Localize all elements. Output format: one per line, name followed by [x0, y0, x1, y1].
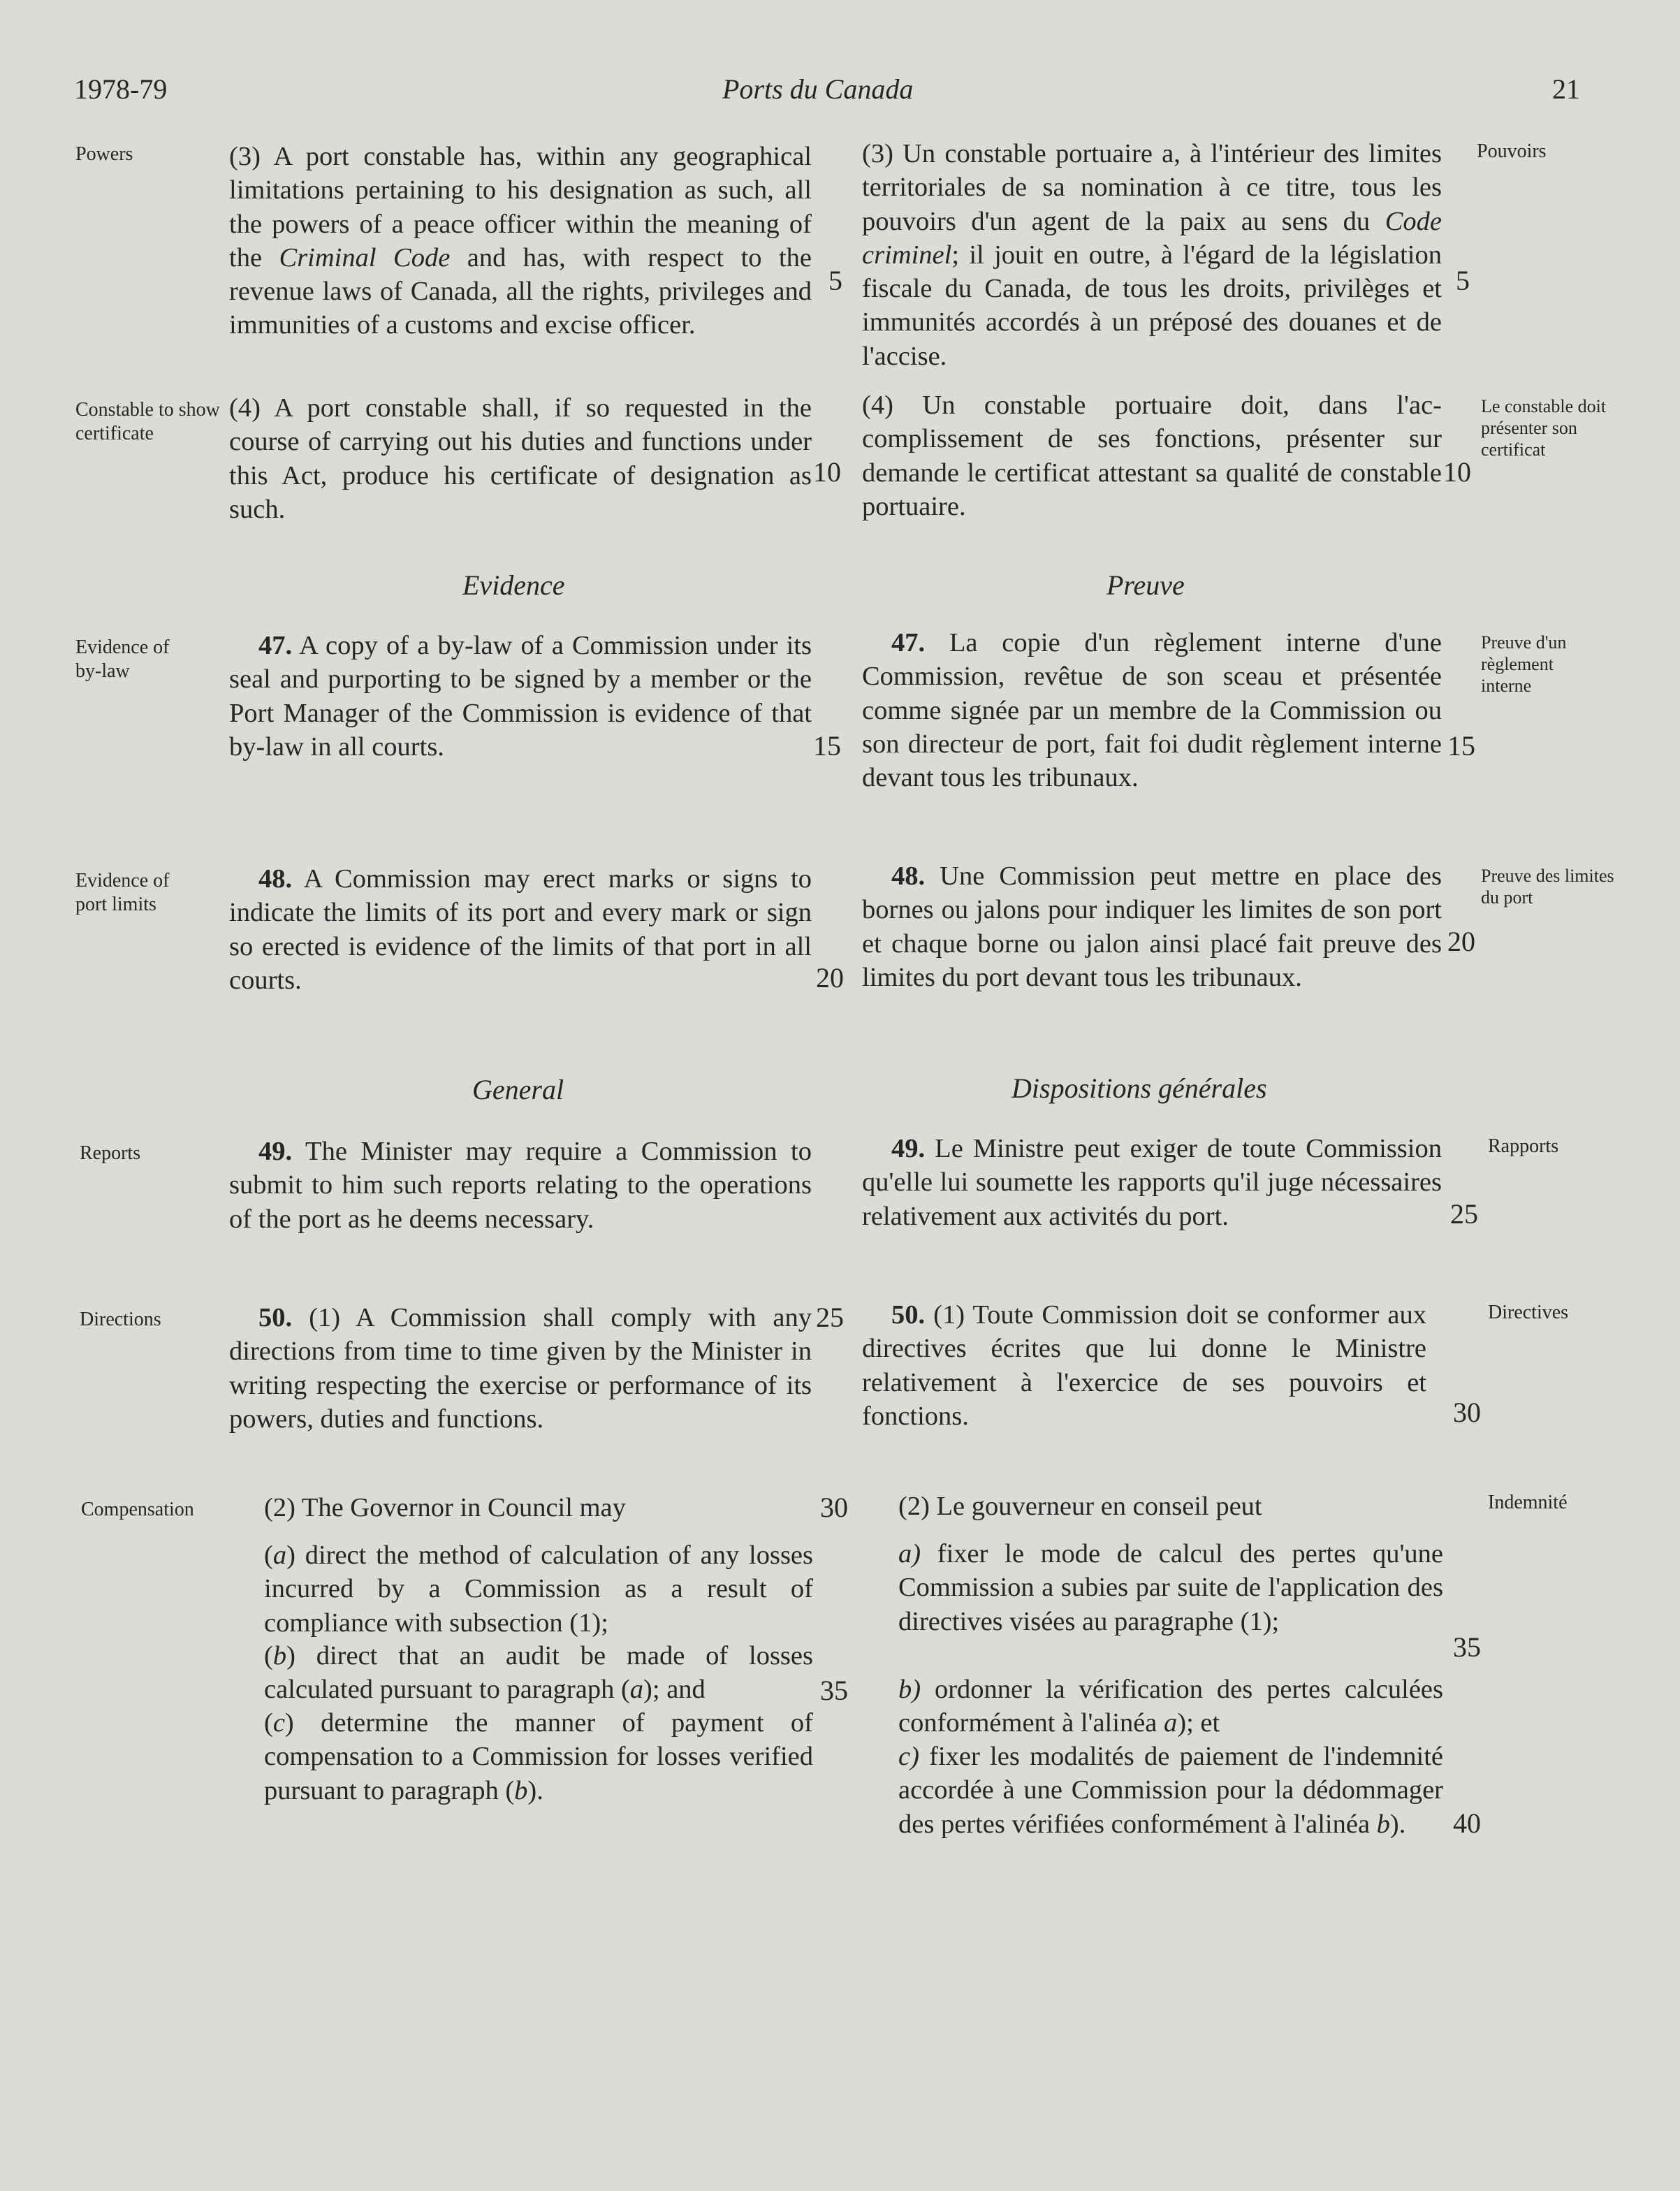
line-number: 35: [1453, 1631, 1481, 1663]
en-section-47: [229, 629, 812, 764]
en-s50-2b-ref: a: [629, 1675, 644, 1705]
fr-s50-2a-text: fixer le mode de calcul des pertes qu'une Commission a subies par suite de l'application des directives visées au paragraphe (1);: [898, 1539, 1444, 1636]
en-section-46-3: [229, 140, 812, 342]
margin-note-preuve-limites: Preuve des limites du port: [1481, 866, 1614, 908]
line-number: 40: [1453, 1807, 1481, 1839]
margin-note-rapports: Rapports: [1488, 1135, 1559, 1157]
fr-s50-2a-label: a): [898, 1539, 921, 1568]
fr-section-50-2: (2) Le gouverneur en conseil peut: [898, 1492, 1262, 1521]
fr-s49-number: 49.: [891, 1134, 926, 1163]
fr-s50-2b-text: ordonner la vérification des pertes calculées conformément à l'alinéa: [898, 1675, 1443, 1738]
en-section-50-2: (2) The Governor in Council may: [264, 1493, 626, 1522]
en-s49-text: The Minister may require a Commission to submit to him such reports relating to the operations of the port as he deems necessary.: [229, 1137, 812, 1234]
en-s50-2b-text: direct that an audit be made of losses calculated pursuant to paragraph (: [264, 1641, 813, 1705]
fr-s50-2b-text-end: ); et: [1177, 1708, 1220, 1738]
margin-note-evidence-port-limits: Evidence of port limits: [75, 870, 170, 915]
margin-note-preuve-reglement: Preuve d'un règlement interne: [1481, 632, 1567, 696]
margin-note-constable-certificate: Constable to show certificate: [75, 399, 220, 444]
fr-s50-2c-label: c): [898, 1742, 919, 1771]
line-number: 5: [1456, 265, 1470, 296]
line-number: 10: [813, 456, 841, 488]
fr-section-50-1: [862, 1298, 1426, 1433]
heading-preuve: Preuve: [1106, 569, 1185, 601]
line-number: 30: [820, 1492, 848, 1523]
line-number: 15: [813, 730, 841, 762]
heading-evidence: Evidence: [462, 569, 565, 601]
fr-s47-text: La copie d'un règlement interne d'une Commission, revêtue de son sceau et présentée comme signée par un membre de la Commission ou son directeur de port, fait foi dudit règlement interne devant tous les tribunaux.: [862, 628, 1442, 793]
margin-note-reports: Reports: [80, 1142, 141, 1164]
heading-general: General: [472, 1074, 564, 1105]
fr-s48-number: 48.: [891, 861, 926, 891]
fr-s47-number: 47.: [891, 628, 926, 657]
fr-section-47: [862, 626, 1442, 794]
fr-section-46-4: [862, 388, 1442, 523]
margin-note-powers: Powers: [75, 143, 133, 165]
en-s50-2c-ref: b: [514, 1775, 528, 1805]
en-s47-text: A copy of a by-law of a Commission under its seal and purporting to be signed by a member or the Port Manager of the Commission is evidence of that by-law in all courts.: [229, 631, 812, 762]
en-section-50-1: [229, 1301, 812, 1436]
en-s47-number: 47.: [258, 631, 293, 660]
line-number: 35: [820, 1675, 848, 1706]
fr-s50-2b-ref: a: [1164, 1708, 1178, 1738]
fr-s46-3-text: (3) Un constable portuaire a, à l'intérieur des limites territoriales de sa nomination à ce titre, tous les pouvoirs d'un agent de la paix au sens du: [862, 139, 1442, 236]
en-s46-4-text: (4) A port constable shall, if so requested in the course of carrying out his duties and functions under this Act, produce his certificate of designation as such.: [229, 393, 812, 524]
fr-section-50-2-b: [898, 1673, 1443, 1740]
line-number: 25: [1450, 1198, 1478, 1230]
fr-s50-1-text: (1) Toute Commission doit se conformer aux directives écrites que lui donne le Ministre relativement à l'exercice de ses pouvoirs et fonctions.: [862, 1300, 1426, 1431]
en-section-50-2-c: (c) determine the manner of payment of compensation to a Commission for losses verified pursuant to paragraph (b).: [264, 1708, 813, 1805]
fr-s50-2c-text-end: ).: [1389, 1809, 1406, 1839]
line-number: 30: [1453, 1397, 1481, 1428]
header-year: 1978-79: [74, 73, 168, 105]
fr-s50-2c-ref: b: [1376, 1809, 1390, 1839]
en-s50-2c-text: determine the manner of payment of compensation to a Commission for losses verified pursuant to paragraph (: [264, 1708, 813, 1805]
margin-note-le-constable: Le constable doit présenter son certificat: [1481, 396, 1607, 460]
en-s49-number: 49.: [258, 1137, 293, 1166]
en-s46-3-italic: Criminal Code: [279, 242, 451, 272]
en-s50-2a-text: direct the method of calculation of any losses incurred by a Commission as a result of compliance with subsection (1);: [264, 1541, 813, 1638]
line-number: 25: [816, 1302, 844, 1333]
en-s48-number: 48.: [258, 864, 293, 894]
margin-note-compensation: Compensation: [81, 1499, 194, 1520]
fr-s49-text: Le Ministre peut exiger de toute Commission qu'elle lui soumette les rapports qu'il juge nécessaires relativement aux activités du port.: [862, 1134, 1442, 1231]
en-section-46-4: [229, 391, 812, 526]
fr-section-48: [862, 859, 1442, 994]
fr-s46-4-text: (4) Un constable portuaire doit, dans l'accomplissement de ses fonctions, présenter sur demande le certificat attestant sa qualité de constable portuaire.: [862, 391, 1442, 521]
en-s48-text: A Commission may erect marks or signs to indicate the limits of its port and every mark or sign so erected is evidence of the limits of that port in all courts.: [229, 864, 812, 995]
fr-section-50-2-a: [898, 1537, 1443, 1638]
fr-s50-2c-text: fixer les modalités de paiement de l'indemnité accordée à une Commission pour la dédommager des pertes vérifiées conformément à l'alinéa: [898, 1742, 1444, 1839]
line-number: 20: [1447, 926, 1475, 957]
line-number: 20: [816, 962, 844, 993]
line-number: 10: [1443, 456, 1471, 488]
en-s50-2c-label: c: [272, 1708, 285, 1738]
en-s50-2b-text-end: ); and: [643, 1675, 706, 1705]
fr-section-49: [862, 1132, 1442, 1233]
margin-note-indemnite: Indemnité: [1488, 1492, 1568, 1513]
fr-s50-2b-label: b): [898, 1675, 921, 1704]
en-section-49: [229, 1135, 812, 1236]
margin-note-directions: Directions: [80, 1309, 161, 1330]
margin-note-directives: Directives: [1488, 1302, 1569, 1323]
en-s50-2a-label: a: [272, 1541, 287, 1570]
en-s50-2b-label: b: [272, 1641, 287, 1670]
margin-note-pouvoirs: Pouvoirs: [1477, 140, 1547, 162]
en-s46-3-text-b: and has, with respect to the revenue laws of Canada, all the rights, privileges and immunities of a customs and excise officer.: [229, 242, 812, 340]
header-title: Ports du Canada: [722, 73, 914, 105]
margin-note-evidence-bylaw: Evidence of by-law: [75, 636, 170, 682]
en-s50-2c-text-end: ).: [527, 1775, 543, 1805]
page-number: 21: [1552, 73, 1580, 105]
en-s46-3-text: (3) A port constable has, within any geographical limitations pertaining to his designation as such, all the powers of a peace officer within the meaning of the: [229, 142, 812, 272]
en-section-50-2-a: (a) direct the method of calculation of any losses incurred by a Commission as a result of compliance with subsection (1);: [264, 1541, 813, 1638]
line-number: 15: [1447, 730, 1475, 762]
fr-s48-text: Une Commission peut mettre en place des bornes ou jalons pour indiquer les limites de son port et chaque borne ou jalon ainsi placé fait preuve des limites du port devant tous les tribunaux.: [862, 861, 1442, 992]
line-number: 5: [828, 265, 842, 296]
en-section-48: [229, 862, 812, 997]
fr-s50-number: 50.: [891, 1300, 926, 1330]
fr-section-46-3: [862, 137, 1442, 373]
fr-section-50-2-c: [898, 1740, 1443, 1841]
en-s50-1-text: (1) A Commission shall comply with any directions from time to time given by the Minister in writing respecting the exercise or performance of its powers, duties and functions.: [229, 1303, 812, 1434]
fr-s46-3-text-b: ; il jouit en outre, à l'égard de la législation fiscale du Canada, de tous les droits, privilèges et immunités accordés à un préposé des douanes et de l'accise.: [862, 240, 1442, 371]
fr-s46-3-italic: Code criminel: [862, 206, 1442, 270]
heading-dispositions: Dispositions générales: [1011, 1072, 1267, 1104]
en-section-50-2-b: (b) direct that an audit be made of losses calculated pursuant to paragraph (a); and: [264, 1641, 813, 1705]
en-s50-number: 50.: [258, 1303, 293, 1332]
